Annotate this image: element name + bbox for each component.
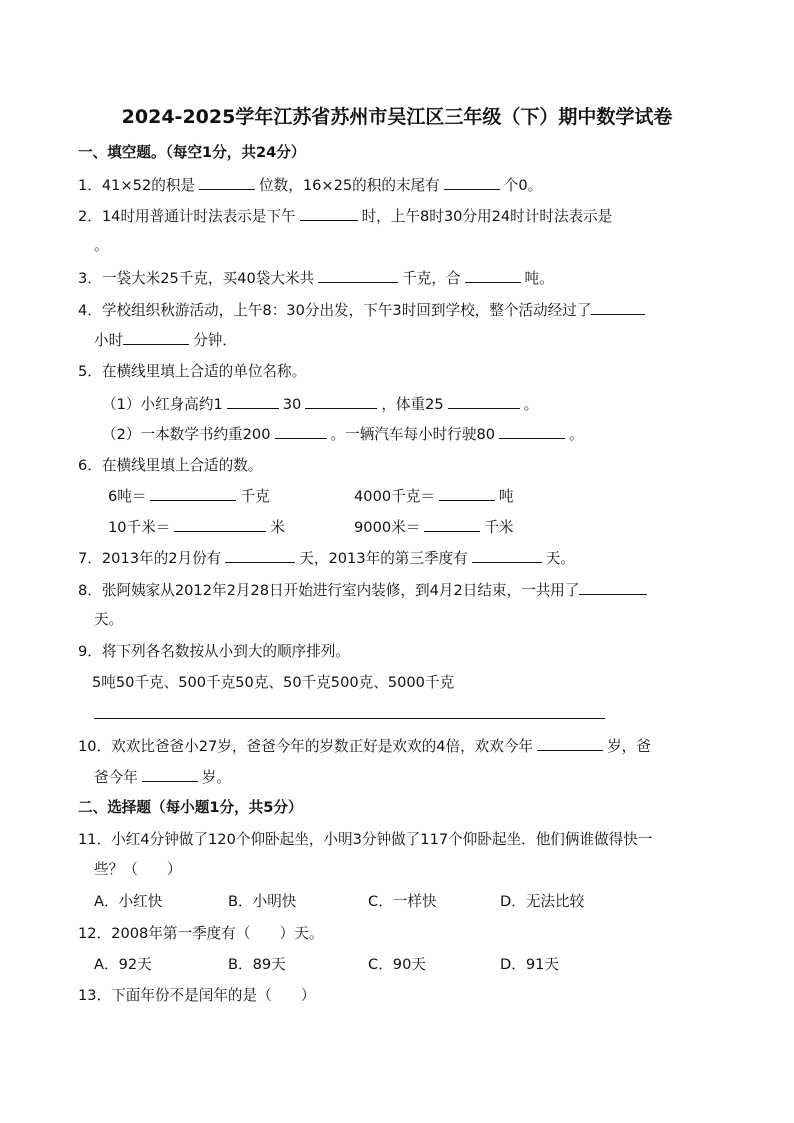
answer-blank[interactable] (465, 268, 521, 283)
question-6: 6．在横线里填上合适的数。 (78, 457, 263, 474)
page-title: 2024-2025学年江苏省苏州市吴江区三年级（下）期中数学试卷 (121, 106, 673, 128)
question-10: 10．欢欢比爸爸小27岁，爸爸今年的岁数正好是欢欢的4倍，欢欢今年 岁，爸 (78, 738, 651, 755)
answer-blank[interactable] (537, 736, 603, 751)
question-4-cont: 小时 分钟． (94, 332, 237, 349)
answer-blank[interactable] (424, 517, 480, 532)
question-9-items: 5吨50千克、500千克50克、50千克500克、5000千克 (92, 674, 455, 691)
question-5-2: （2）一本数学书约重200 。一辆汽车每小时行驶80 。 (102, 426, 584, 443)
answer-blank[interactable] (439, 486, 495, 501)
question-5: 5．在横线里填上合适的单位名称。 (78, 363, 307, 380)
option-b[interactable]: B．小明快 (228, 893, 297, 910)
question-6-row-2-left: 10千米＝ 米 (108, 519, 285, 536)
answer-blank[interactable] (275, 424, 327, 439)
answer-blank[interactable] (579, 580, 647, 595)
question-13: 13．下面年份不是闰年的是（ ） (78, 987, 316, 1004)
answer-blank[interactable] (318, 268, 398, 283)
answer-blank[interactable] (150, 486, 236, 501)
question-8-cont: 天。 (94, 611, 124, 628)
option-d[interactable]: D．无法比较 (500, 893, 585, 910)
option-d[interactable]: D．91天 (500, 956, 559, 973)
question-3: 3．一袋大米25千克，买40袋大米共 千克，合 吨。 (78, 270, 554, 287)
answer-blank[interactable] (225, 548, 295, 563)
answer-blank[interactable] (227, 394, 279, 409)
section-heading-fill-in: 一、填空题。（每空1分，共24分） (78, 144, 306, 161)
answer-blank[interactable] (499, 424, 565, 439)
option-a[interactable]: A．92天 (94, 956, 152, 973)
question-9: 9．将下列各名数按从小到大的顺序排列。 (78, 643, 350, 660)
answer-blank[interactable] (472, 548, 542, 563)
answer-blank[interactable] (174, 517, 266, 532)
question-1: 1．41×52的积是 位数，16×25的积的末尾有 个0。 (78, 177, 543, 194)
option-a[interactable]: A．小红快 (94, 893, 163, 910)
question-5-1: （1）小红身高约1 30 ，体重25 。 (102, 396, 539, 413)
option-c[interactable]: C．一样快 (368, 893, 437, 910)
answer-blank[interactable] (448, 394, 520, 409)
answer-blank[interactable] (591, 300, 645, 315)
section-heading-multiple-choice: 二、选择题（每小题1分，共5分） (78, 799, 303, 816)
answer-blank[interactable] (123, 330, 189, 345)
question-6-row-1-right: 4000千克＝ 吨 (354, 488, 514, 505)
question-2-cont: 。 (94, 237, 109, 254)
question-2: 2．14时用普通计时法表示是下午 时，上午8时30分用24时计时法表示是 (78, 208, 613, 225)
answer-blank[interactable] (199, 175, 255, 190)
question-6-row-1-left: 6吨＝ 千克 (108, 488, 270, 505)
answer-blank[interactable] (305, 394, 377, 409)
question-4: 4．学校组织秋游活动，上午8：30分出发，下午3时回到学校，整个活动经过了 (78, 300, 649, 321)
question-11: 11．小红4分钟做了120个仰卧起坐，小明3分钟做了117个仰卧起坐．他们俩谁做得快一 (78, 831, 653, 848)
answer-blank[interactable] (142, 767, 198, 782)
question-7: 7．2013年的2月份有 天，2013年的第三季度有 天。 (78, 550, 575, 567)
question-12: 12．2008年第一季度有（ ）天。 (78, 925, 324, 942)
question-11-cont: 些？（ ） (94, 861, 182, 878)
answer-blank[interactable] (444, 175, 500, 190)
question-6-row-2-right: 9000米＝ 千米 (354, 519, 514, 536)
question-8: 8．张阿姨家从2012年2月28日开始进行室内装修，到4月2日结束，一共用了 (78, 580, 651, 601)
question-10-cont: 爸今年 岁。 (94, 769, 231, 786)
option-c[interactable]: C．90天 (368, 956, 426, 973)
option-b[interactable]: B．89天 (228, 956, 286, 973)
answer-blank[interactable] (300, 206, 358, 221)
answer-line[interactable] (94, 718, 605, 719)
